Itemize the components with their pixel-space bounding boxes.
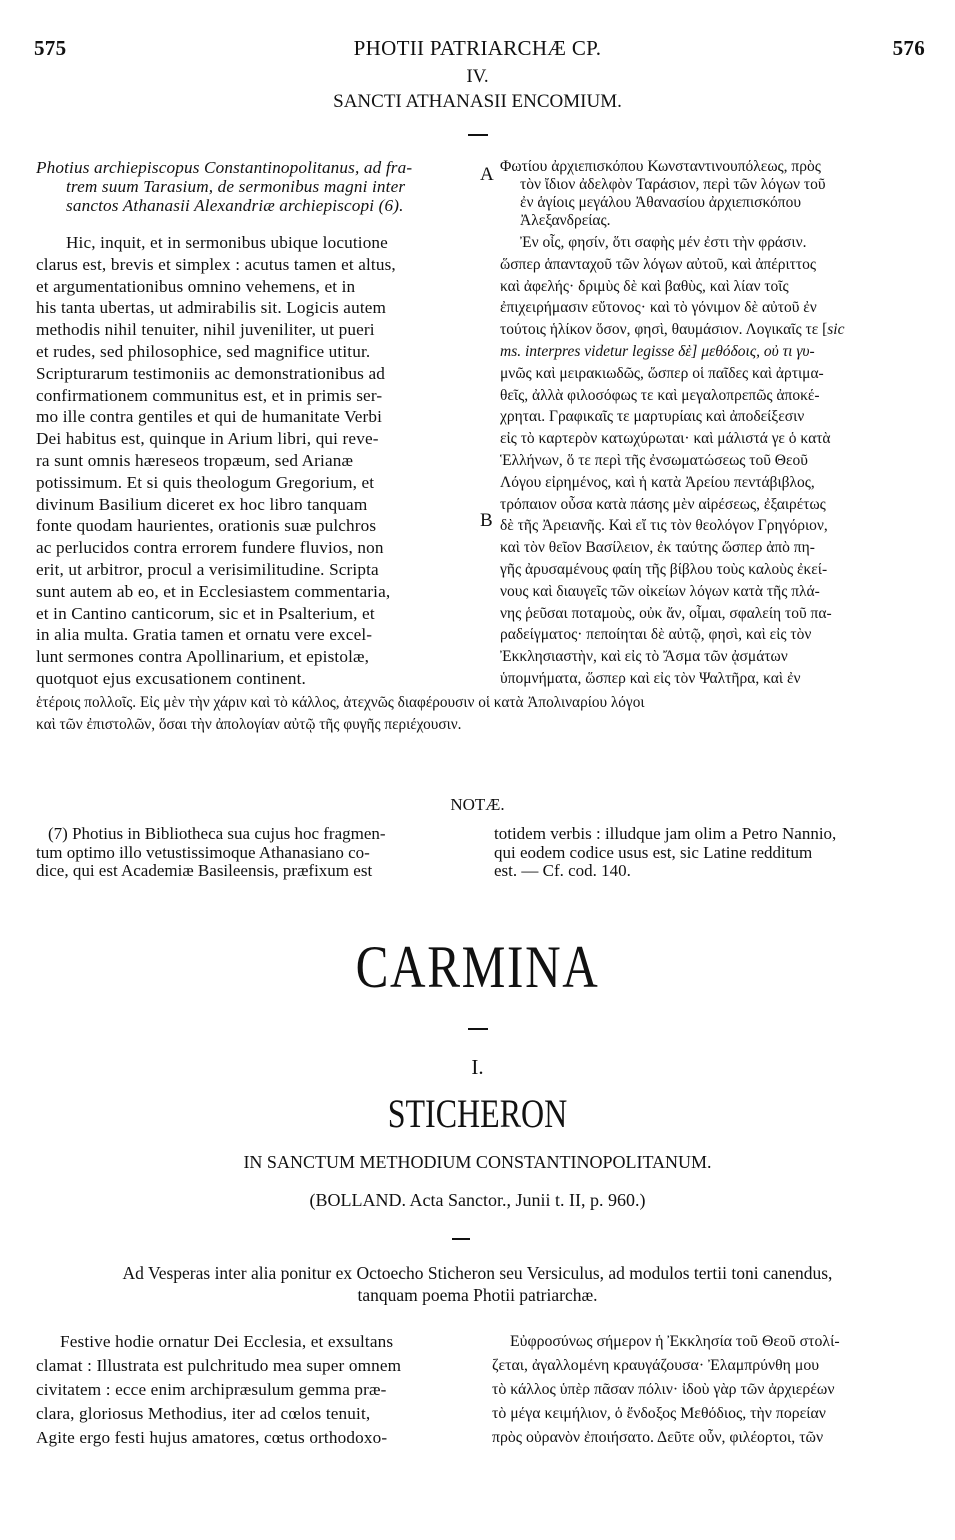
- greek-body-line: [500, 319, 844, 341]
- greek-body-line: χρηται. Γραφικαῖς τε μαρτυρίαις καὶ ἀποδείξεσιν: [500, 408, 805, 426]
- section-divider: [468, 134, 488, 136]
- section-title: SANCTI ATHANASII ENCOMIUM.: [333, 91, 622, 112]
- greek-sic-note: sic: [827, 321, 845, 339]
- latin-body-line: mo ille contra gentiles et qui de humanitate Verbi: [36, 407, 383, 427]
- latin-body-line: et rudes, sed philosophice, sed magnifice utitur.: [36, 341, 371, 361]
- latin-body-line: divinum Basilium diceret ex hoc libro tanquam: [36, 494, 368, 514]
- greek-body-line: Ἐκκλησιαστὴν, καὶ εἰς τὸ Ἄσμα τῶν ᾀσμάτων: [500, 648, 788, 666]
- greek-intro-line: Ἀλεξανδρείας.: [520, 212, 611, 229]
- greek-body-line: ὑπομνήματα, ὥσπερ καὶ εἰς τὸν Ψαλτῆρα, καὶ ἐν: [500, 669, 801, 687]
- notes-right: [494, 825, 836, 881]
- greek-intro-line: τὸν ἴδιον ἀδελφὸν Ταράσιον, περὶ τῶν λόγων τοῦ: [520, 176, 826, 193]
- sticheron-greek: [492, 1330, 840, 1450]
- greek-body-line: Ἑλλήνων, ὅ τε περὶ τῆς ἐνσωματώσεως τοῦ Θεοῦ: [500, 451, 808, 469]
- source-divider: [452, 1238, 470, 1240]
- running-title: PHOTII PATRIARCHÆ CP.: [353, 36, 602, 60]
- margin-letter-b: B: [480, 510, 493, 531]
- greek-body-line: νης ῥεῦσαι ποταμοὺς, οὐκ ἄν, οἶμαι, σφαλείη τοῦ πα-: [500, 604, 832, 622]
- latin-body-line: confirmationem communitus est, et in primis ser-: [36, 385, 383, 405]
- sticheron-subtitle: IN SANCTUM METHODIUM CONSTANTINOPOLITANUM.: [243, 1152, 712, 1172]
- note-line: (7) Photius in Bibliotheca sua cujus hoc fragmen-: [48, 824, 386, 843]
- latin-body-line: et in Cantino canticorum, sic et in Psalterium, et: [36, 603, 375, 623]
- note-line: totidem verbis : illudque jam olim a Petro Nannio,: [494, 824, 837, 843]
- greek-body-line: καὶ ἀφελής· δριμὺς δὲ καὶ βαθὺς, καὶ λίαν τοῖς: [500, 277, 789, 295]
- greek-body-line: ἐπιχειρήμασιν εὔτονος· καὶ τὸ γόνιμον δὲ αὐτοῦ ἐν: [500, 299, 817, 317]
- latin-body-line: clarus est, brevis et simplex : acutus tamen et altus,: [36, 254, 396, 274]
- greek-body-line: καὶ τὸν θεῖον Βασίλειον, ἐκ ταύτης ὥσπερ ἀπὸ πη-: [500, 539, 815, 557]
- greek-body-line: ὥσπερ ἁπανταχοῦ τῶν λόγων αὐτοῦ, καὶ ἀπέριττος: [500, 255, 817, 273]
- carmina-title: CARMINA: [355, 934, 600, 1000]
- sticheron-intro-line: tanquam poema Photii patriarchæ.: [357, 1285, 598, 1305]
- greek-full-line: ἑτέροις πολλοῖς. Εἰς μὲν τὴν χάριν καὶ τὸ κάλλος, ἀτεχνῶς διαφέρουσιν οἱ κατὰ Ἀπολιναρίου λόγοι: [36, 694, 645, 711]
- sticheron-source: (BOLLAND. Acta Sanctor., Junii t. II, p. 960.): [309, 1190, 646, 1210]
- greek-body-line: ραδείγματος· πεποίηται δὲ αὐτῷ, φησὶ, καὶ εἰς τὸν: [500, 626, 812, 644]
- greek-body-line: Λόγου εἰρημένος, καὶ ἡ κατὰ Ἀρείου πεντάβιβλος,: [500, 473, 815, 491]
- page-number-right: 576: [892, 36, 925, 60]
- latin-body-line: potissimum. Et si quis theologum Gregorium, et: [36, 472, 375, 492]
- note-line: tum optimo illo vetustissimoque Athanasiano co-: [36, 842, 370, 862]
- greek-body-line: θεῖς, ἀλλὰ φιλοσόφως τε καὶ μεγαλοπρεπῶς ἀποκέ-: [500, 386, 820, 404]
- latin-body-line: methodis nihil tenuiter, nihil juveniliter, ut pueri: [36, 320, 375, 340]
- carmina-divider: [468, 1028, 488, 1030]
- greek-body-line-text: τούτοις ἡλίκον ὅσον, φησὶ, θαυμάσιον. Λογικαῖς τε [: [500, 321, 828, 339]
- latin-intro-line: Photius archiepiscopus Constantinopolitanus, ad fra-: [36, 158, 413, 177]
- greek-body-line: τρόπαιον οὖσα κατὰ πάσης μὲν αἱρέσεως, ἐξαιρέτως: [500, 495, 826, 513]
- sticheron-greek-line: πρὸς οὐρανὸν ἐποιήσατο. Δεῦτε οὖν, φιλέορτοι, τῶν: [492, 1429, 824, 1446]
- greek-body-line: εἰς τὸ καρτερὸν κατωχύρωται· καὶ μάλιστά γε ὁ κατὰ: [500, 430, 831, 448]
- greek-intro-line: ἐν ἁγίοις μεγάλου Ἀθανασίου ἀρχιεπισκόπου: [520, 194, 801, 211]
- sticheron-title: STICHERON: [387, 1091, 568, 1136]
- latin-body-line: Dei habitus est, quinque in Arium libri, qui reve-: [36, 429, 379, 449]
- sticheron-latin-line: civitatem : ecce enim archipræsulum gemma præ-: [36, 1380, 387, 1399]
- latin-body-line: fonte quodam haurientes, orationis suæ pulchros: [36, 516, 377, 536]
- sticheron-latin-line: Agite ergo festi hujus amatores, cœtus orthodoxo-: [36, 1428, 388, 1447]
- greek-body-line: γῆς ἀρυσαμένους φαίη τῆς βίβλου τοὺς καλοὺς ἐκεί-: [500, 560, 828, 578]
- latin-body-line: Hic, inquit, et in sermonibus ubique locutione: [66, 233, 388, 252]
- sticheron-intro: [0, 1262, 955, 1306]
- greek-body-line: ms. interpres videtur legisse δὲ] μεθόδοις, οὐ τι γυ-: [500, 342, 815, 360]
- sticheron-greek-line: τὸ κάλλος ὑπὲρ πᾶσαν πόλιν· ἰδοὺ γὰρ τῶν ἀρχιερέων: [492, 1381, 835, 1398]
- latin-intro: [36, 158, 476, 215]
- latin-intro-line: sanctos Athanasii Alexandriæ archiepiscopi (6).: [66, 196, 404, 215]
- latin-body-line: ra sunt omnis hæreseos tropæum, sed Arianæ: [36, 450, 354, 470]
- greek-body-line: δὲ τῆς Ἀρειανῆς. Καὶ εἴ τις τὸν θεολόγον Γρηγόριον,: [500, 517, 828, 535]
- greek-body: [500, 232, 844, 690]
- sticheron-greek-line: τὸ μέγα κειμήλιον, ὁ ἔνδοξος Μεθόδιος, τὴν πορείαν: [492, 1405, 826, 1422]
- greek-full-line: καὶ τῶν ἐπιστολῶν, ὅσαι τὴν ἀπολογίαν αὐτῷ τῆς φυγῆς περιέχουσιν.: [36, 715, 462, 733]
- latin-body-line: sunt autem ab eo, et in Ecclesiastem commentaria,: [36, 581, 391, 601]
- sticheron-latin-line: clamat : Illustrata est pulchritudo mea super omnem: [36, 1356, 402, 1375]
- latin-intro-line: trem suum Tarasium, de sermonibus magni inter: [66, 177, 406, 196]
- margin-letter-a: A: [480, 164, 494, 185]
- greek-intro: [500, 158, 826, 230]
- note-line: est. — Cf. cod. 140.: [494, 861, 631, 880]
- greek-full-width: [36, 692, 644, 736]
- latin-body-line: lunt sermones contra Apollinarium, et epistolæ,: [36, 647, 370, 667]
- notes-heading: NOTÆ.: [450, 795, 505, 814]
- latin-body-line: in alia multa. Gratia tamen et ornatu vere excel-: [36, 625, 373, 645]
- sticheron-latin-line: clara, gloriosus Methodius, iter ad cœlos tenuit,: [36, 1404, 371, 1423]
- latin-body-line: quotquot ejus excusationem continent.: [36, 668, 306, 688]
- notes-left: [36, 825, 386, 881]
- latin-body-line: erit, ut arbitror, procul a verisimilitudine. Scripta: [36, 559, 379, 579]
- greek-intro-line: Φωτίου ἀρχιεπισκόπου Κωνσταντινουπόλεως, πρὸς: [500, 158, 821, 175]
- sticheron-latin: [36, 1330, 401, 1450]
- greek-body-line: μνῶς καὶ μειρακιωδῶς, ὥσπερ οἱ παῖδες καὶ ἀρτιμα-: [500, 364, 824, 382]
- sticheron-intro-line: Ad Vesperas inter alia ponitur ex Octoecho Sticheron seu Versiculus, ad modulos tertii toni canendus,: [122, 1263, 833, 1283]
- note-line: dice, qui est Academiæ Basileensis, præfixum est: [36, 861, 373, 880]
- greek-body-line: νους καὶ διαυγεῖς τῶν οἰκείων λόγων κατὰ τῆς πλά-: [500, 582, 820, 600]
- sticheron-latin-line: Festive hodie ornatur Dei Ecclesia, et exsultans: [60, 1332, 394, 1351]
- latin-body-line: et argumentationibus omnino vehemens, et in: [36, 276, 356, 296]
- section-number: IV.: [466, 66, 489, 87]
- sticheron-greek-line: Εὐφροσύνως σήμερον ἡ Ἐκκλησία τοῦ Θεοῦ στολί-: [510, 1333, 840, 1350]
- greek-body-line: Ἐν οἷς, φησίν, ὅτι σαφὴς μέν ἐστι τὴν φράσιν.: [520, 234, 807, 251]
- page-number-left: 575: [34, 36, 67, 60]
- latin-body-line: ac perlucidos contra errorem fundere fluvios, non: [36, 538, 384, 558]
- latin-body-line: Scripturarum testimoniis ac demonstrationibus ad: [36, 363, 385, 383]
- carmina-number: I.: [471, 1055, 484, 1079]
- note-line: qui eodem codice usus est, sic Latine redditum: [494, 842, 813, 862]
- latin-body-line: his tanta ubertas, ut admirabilis sit. Logicis autem: [36, 298, 387, 318]
- latin-body: [36, 232, 476, 690]
- sticheron-greek-line: ζεται, ἀγαλλομένη κραυγάζουσα· Ἐλαμπρύνθη μου: [492, 1357, 820, 1374]
